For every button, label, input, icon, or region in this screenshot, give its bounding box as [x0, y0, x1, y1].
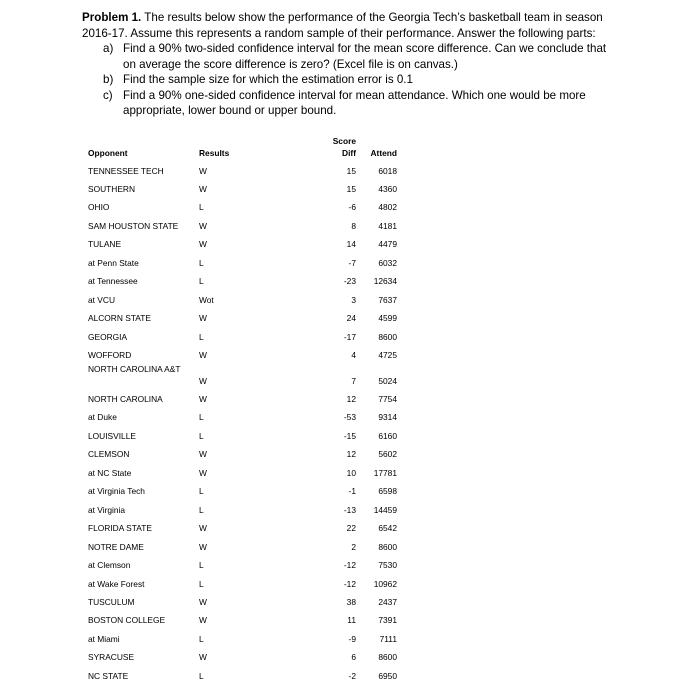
row-attendance: 6160	[378, 431, 397, 441]
row-score-diff: 15	[346, 166, 356, 176]
row-result: W	[199, 376, 207, 386]
row-opponent: SYRACUSE	[88, 652, 135, 662]
part-c-text: Find a 90% one-sided confidence interval for mean attendance. Which one would be more appropriate, lower bound or upper bound.	[123, 88, 586, 117]
row-opponent: OHIO	[88, 202, 110, 212]
row-result: L	[199, 202, 204, 212]
row-result: W	[199, 468, 207, 478]
row-attendance: 2437	[378, 597, 397, 607]
row-result: W	[199, 615, 207, 625]
row-opponent: LOUISVILLE	[88, 431, 136, 441]
row-opponent: at Tennessee	[88, 276, 138, 286]
row-attendance: 6598	[378, 486, 397, 496]
row-result: L	[199, 276, 204, 286]
row-result: L	[199, 486, 204, 496]
row-attendance: 12634	[373, 276, 397, 286]
row-attendance: 17781	[373, 468, 397, 478]
row-opponent: CLEMSON	[88, 449, 130, 459]
problem-intro-text: The results below show the performance of the Georgia Tech’s basketball team in season 2016-17. Assume this represents a random sample of their performance. Answer the following parts:	[82, 11, 603, 40]
row-attendance: 4360	[378, 184, 397, 194]
row-opponent: at Duke	[88, 412, 117, 422]
row-attendance: 6018	[378, 166, 397, 176]
row-score-diff: 14	[346, 239, 356, 249]
row-result: W	[199, 221, 207, 231]
row-opponent: at Wake Forest	[88, 579, 145, 589]
row-score-diff: -2	[348, 671, 356, 681]
header-score: Score	[332, 136, 356, 146]
row-result: W	[199, 652, 207, 662]
row-attendance: 8600	[378, 332, 397, 342]
row-score-diff: 8	[351, 221, 356, 231]
row-attendance: 7530	[378, 560, 397, 570]
row-opponent: at Virginia Tech	[88, 486, 145, 496]
row-score-diff: -7	[348, 258, 356, 268]
header-attend: Attend	[370, 148, 397, 158]
row-score-diff: -17	[343, 332, 356, 342]
row-attendance: 4725	[378, 350, 397, 360]
row-opponent: FLORIDA STATE	[88, 523, 152, 533]
row-result: L	[199, 258, 204, 268]
row-result: W	[199, 184, 207, 194]
row-attendance: 7391	[378, 615, 397, 625]
row-score-diff: -9	[348, 634, 356, 644]
row-result: W	[199, 523, 207, 533]
row-result: W	[199, 542, 207, 552]
row-result: W	[199, 313, 207, 323]
part-b-text: Find the sample size for which the estimation error is 0.1	[123, 73, 413, 86]
row-result: L	[199, 505, 204, 515]
row-score-diff: 7	[351, 376, 356, 386]
row-result: L	[199, 671, 204, 681]
row-opponent: SAM HOUSTON STATE	[88, 221, 179, 231]
row-attendance: 4599	[378, 313, 397, 323]
row-opponent: NC STATE	[88, 671, 129, 681]
row-score-diff: -1	[348, 486, 356, 496]
row-score-diff: 38	[346, 597, 356, 607]
row-score-diff: -15	[343, 431, 356, 441]
row-result: L	[199, 560, 204, 570]
row-attendance: 4181	[378, 221, 397, 231]
row-score-diff: -23	[343, 276, 356, 286]
row-attendance: 4479	[378, 239, 397, 249]
row-opponent: TENNESSEE TECH	[88, 166, 164, 176]
row-opponent: at VCU	[88, 295, 115, 305]
row-opponent: ALCORN STATE	[88, 313, 151, 323]
header-results: Results	[199, 148, 230, 158]
row-score-diff: 6	[351, 652, 356, 662]
row-score-diff: 24	[346, 313, 356, 323]
row-result: W	[199, 394, 207, 404]
part-b-label: b)	[103, 73, 114, 86]
row-opponent: at Penn State	[88, 258, 139, 268]
row-score-diff: 22	[346, 523, 356, 533]
row-score-diff: 2	[351, 542, 356, 552]
row-opponent: WOFFORD	[88, 350, 132, 360]
row-attendance: 7637	[378, 295, 397, 305]
row-opponent: at Miami	[88, 634, 120, 644]
part-c-label: c)	[103, 88, 113, 102]
row-result: L	[199, 412, 204, 422]
row-attendance: 8600	[378, 652, 397, 662]
row-attendance: 6542	[378, 523, 397, 533]
row-attendance: 7754	[378, 394, 397, 404]
row-score-diff: -53	[343, 412, 356, 422]
row-attendance: 5024	[378, 376, 397, 386]
problem-label: Problem 1.	[82, 11, 142, 24]
row-opponent: NORTH CAROLINA	[88, 394, 163, 404]
row-score-diff: 4	[351, 350, 356, 360]
row-result: L	[199, 332, 204, 342]
row-opponent: NOTRE DAME	[88, 542, 144, 552]
row-attendance: 5602	[378, 449, 397, 459]
row-score-diff: 12	[346, 449, 356, 459]
row-score-diff: -12	[343, 560, 356, 570]
row-result: Wot	[199, 295, 214, 305]
row-opponent: TULANE	[88, 239, 122, 249]
row-result: W	[199, 166, 207, 176]
row-score-diff: 3	[351, 295, 356, 305]
row-attendance: 7111	[379, 634, 397, 644]
row-attendance: 4802	[378, 202, 397, 212]
row-attendance: 6032	[378, 258, 397, 268]
row-result: W	[199, 239, 207, 249]
row-score-diff: -12	[343, 579, 356, 589]
header-diff: Diff	[342, 148, 356, 158]
row-score-diff: -6	[348, 202, 356, 212]
row-attendance: 6950	[378, 671, 397, 681]
row-opponent: BOSTON COLLEGE	[88, 615, 166, 625]
row-result: L	[199, 431, 204, 441]
row-opponent: TUSCULUM	[88, 597, 135, 607]
row-result: L	[199, 634, 204, 644]
row-score-diff: 11	[347, 615, 356, 625]
row-opponent: at Clemson	[88, 560, 131, 570]
row-result: L	[199, 579, 204, 589]
row-attendance: 8600	[378, 542, 397, 552]
row-score-diff: 10	[346, 468, 356, 478]
row-result: W	[199, 597, 207, 607]
part-a-text: Find a 90% two-sided confidence interval for the mean score difference. Can we conclude that on average the score difference is zero? (Excel file is on canvas.)	[123, 42, 607, 71]
row-attendance: 10962	[373, 579, 397, 589]
row-attendance: 14459	[373, 505, 397, 515]
row-result: W	[199, 449, 207, 459]
row-result: W	[199, 350, 207, 360]
row-opponent: SOUTHERN	[88, 184, 135, 194]
row-opponent: NORTH CAROLINA A&T	[88, 364, 181, 374]
row-score-diff: 12	[346, 394, 356, 404]
row-opponent: at Virginia	[88, 505, 126, 515]
row-score-diff: 15	[346, 184, 356, 194]
part-a-label: a)	[103, 42, 114, 55]
header-opponent: Opponent	[88, 148, 128, 158]
row-score-diff: -13	[343, 505, 356, 515]
row-opponent: GEORGIA	[88, 332, 128, 342]
row-attendance: 9314	[378, 412, 397, 422]
row-opponent: at NC State	[88, 468, 132, 478]
